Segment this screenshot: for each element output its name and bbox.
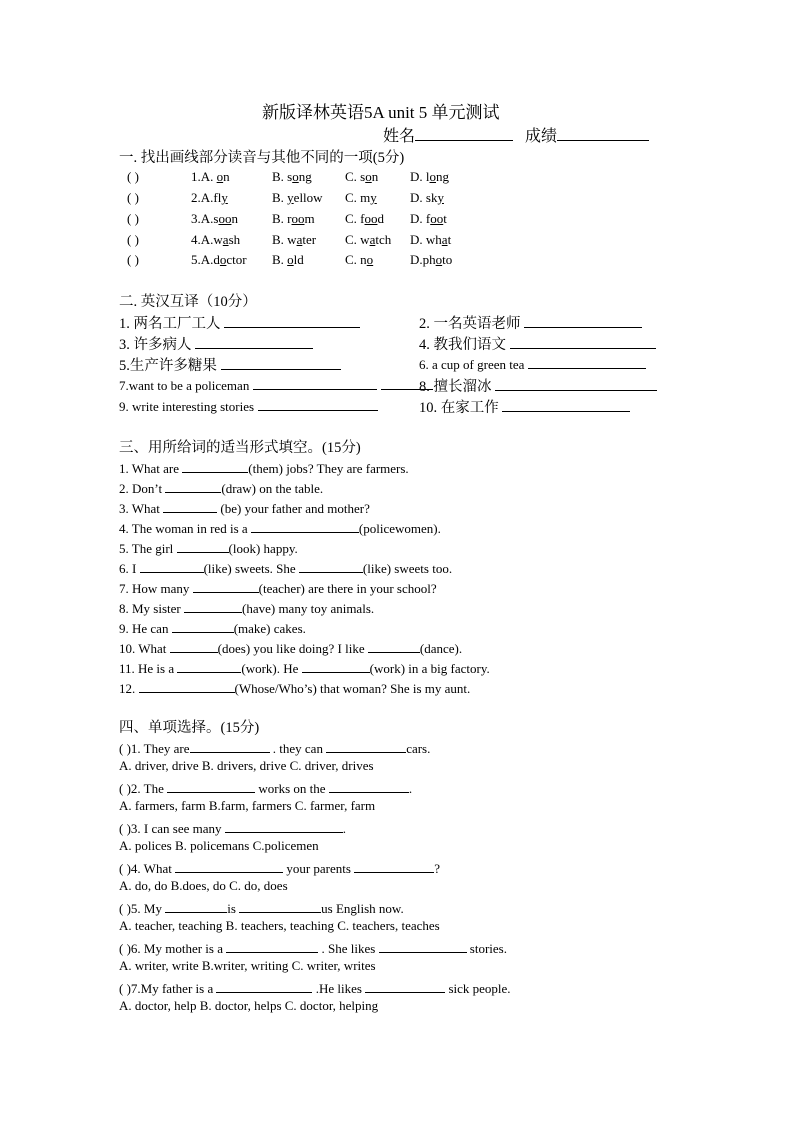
- underlined-letters: o: [435, 252, 443, 267]
- answer-blank[interactable]: [365, 978, 445, 993]
- name-label: 姓名: [383, 128, 416, 145]
- answer-blank[interactable]: [258, 396, 378, 411]
- item-text: (be) your father and mother?: [217, 501, 370, 516]
- option-a: [191, 211, 238, 227]
- fill-item: [119, 598, 374, 617]
- answer-blank[interactable]: [379, 938, 467, 953]
- fill-item: [119, 518, 441, 537]
- page-title: 新版译林英语5A unit 5 单元测试: [262, 103, 500, 122]
- option-prefix: B. w: [272, 232, 297, 247]
- option-a: [191, 252, 247, 268]
- answer-paren[interactable]: ( ): [127, 232, 139, 247]
- section1-heading: 一. 找出画线部分读音与其他不同的一项(5分): [119, 150, 405, 166]
- option-suffix: ellow: [293, 190, 323, 205]
- item-text: ( )3. I can see many: [119, 821, 225, 836]
- answer-paren[interactable]: ( ): [127, 190, 139, 205]
- option-b: [272, 211, 315, 227]
- item-text: 9. He can: [119, 621, 172, 636]
- answer-blank[interactable]: [251, 518, 359, 533]
- item-text: A. polices B. policemans C.policemen: [119, 838, 319, 853]
- fill-item: [119, 458, 409, 477]
- prompt-text: 5.生产许多糖果: [119, 358, 217, 374]
- answer-blank[interactable]: [139, 678, 235, 693]
- item-text: works on the: [255, 781, 329, 796]
- fill-item: [119, 638, 462, 657]
- answer-blank[interactable]: [165, 478, 221, 493]
- prompt-text: 8. 擅长溜冰: [419, 379, 492, 395]
- item-text: (like) sweets too.: [362, 561, 453, 576]
- score-blank[interactable]: [557, 126, 649, 141]
- answer-blank[interactable]: [524, 313, 642, 328]
- option-suffix: n: [371, 169, 379, 184]
- fill-item: [119, 678, 470, 697]
- answer-blank[interactable]: [225, 818, 343, 833]
- option-a: [191, 232, 240, 248]
- item-text: (does) you like doing? I like: [217, 641, 368, 656]
- translation-item-right: [419, 375, 657, 396]
- prompt-text: 7.want to be a policeman: [119, 378, 250, 393]
- fill-item: [119, 658, 490, 677]
- answer-blank[interactable]: [175, 858, 283, 873]
- item-text: (Whose/Who’s) that woman? She is my aunt.: [234, 681, 471, 696]
- answer-blank[interactable]: [140, 558, 204, 573]
- item-text: . they can: [269, 741, 327, 756]
- option-b: [272, 252, 304, 268]
- option-suffix: n: [231, 211, 238, 226]
- answer-blank[interactable]: [190, 738, 270, 753]
- item-text: ( )6. My mother is a: [119, 941, 227, 956]
- item-text: ( )4. What: [119, 861, 176, 876]
- fill-item: [119, 578, 437, 597]
- item-text: A. doctor, help B. doctor, helps C. doctor, helping: [119, 998, 379, 1013]
- answer-blank[interactable]: [184, 598, 242, 613]
- option-prefix: B.: [272, 190, 288, 205]
- underlined-letters: a: [296, 232, 303, 247]
- item-text: .: [342, 821, 347, 836]
- answer-blank[interactable]: [368, 638, 420, 653]
- answer-blank[interactable]: [177, 658, 241, 673]
- translation-item-left: [119, 354, 341, 375]
- question-line: [119, 978, 511, 997]
- item-text: ( )5. My: [119, 901, 166, 916]
- prompt-text: 3. 许多病人: [119, 337, 192, 353]
- option-suffix: t: [443, 211, 447, 226]
- answer-blank[interactable]: [302, 658, 370, 673]
- option-prefix: D. f: [410, 211, 431, 226]
- answer-blank[interactable]: [326, 738, 406, 753]
- answer-blank[interactable]: [172, 618, 234, 633]
- option-suffix: ter: [302, 232, 317, 247]
- option-suffix: t: [447, 232, 452, 247]
- name-blank[interactable]: [415, 126, 513, 141]
- item-text: 4. The woman in red is a: [119, 521, 251, 536]
- option-prefix: B. r: [272, 211, 292, 226]
- answer-blank[interactable]: [528, 354, 646, 369]
- underlined-letters: y: [437, 190, 444, 205]
- prompt-text: 1. 两名工厂工人: [119, 316, 221, 332]
- choices-line: [119, 878, 288, 894]
- fill-item: [119, 478, 323, 497]
- translation-item-left: [119, 396, 378, 416]
- underlined-letters: o: [365, 169, 372, 184]
- option-suffix: sh: [228, 232, 241, 247]
- item-text: is: [227, 901, 240, 916]
- translation-item-left: [119, 312, 360, 333]
- option-a: [191, 169, 230, 185]
- option-d: [410, 211, 447, 227]
- score-label: 成绩: [525, 128, 558, 145]
- underlined-letters: o: [429, 169, 436, 184]
- option-d: [410, 252, 452, 268]
- underlined-letters: oo: [291, 211, 305, 226]
- item-text: (teacher) are there in your school?: [258, 581, 437, 596]
- option-d: [410, 169, 449, 185]
- underlined-letters: a: [369, 232, 376, 247]
- fill-item: [119, 558, 452, 577]
- answer-blank[interactable]: [502, 397, 630, 412]
- option-suffix: ng: [298, 169, 312, 184]
- option-prefix: 3.A.s: [191, 211, 219, 226]
- choices-line: [119, 918, 440, 934]
- answer-paren[interactable]: ( ): [127, 169, 139, 184]
- option-suffix: ctor: [226, 252, 247, 267]
- option-prefix: 5.A.d: [191, 252, 220, 267]
- item-text: 5. The girl: [119, 541, 177, 556]
- item-text: your parents: [283, 861, 355, 876]
- item-text: . She likes: [318, 941, 379, 956]
- section3-heading: 三、用所给词的适当形式填空。(15分): [119, 440, 361, 456]
- question-line: [119, 818, 346, 837]
- option-prefix: B.: [272, 252, 288, 267]
- underlined-letters: y: [221, 190, 228, 205]
- option-prefix: D. l: [410, 169, 430, 184]
- option-c: [345, 169, 378, 185]
- translation-item-right: [419, 396, 630, 417]
- item-text: us English now.: [321, 901, 404, 916]
- choices-line: [119, 998, 378, 1014]
- option-suffix: n: [223, 169, 230, 184]
- prompt-text: 2. 一名英语老师: [419, 316, 521, 332]
- item-text: cars.: [406, 741, 431, 756]
- item-text: (like) sweets. She: [203, 561, 299, 576]
- underlined-letters: o: [292, 169, 299, 184]
- item-text: A. driver, drive B. drivers, drive C. driver, drives: [119, 758, 374, 773]
- fill-item: [119, 538, 298, 557]
- answer-blank[interactable]: [253, 375, 377, 390]
- underlined-letters: y: [370, 190, 377, 205]
- question-line: [119, 938, 507, 957]
- item-text: 10. What: [119, 641, 170, 656]
- answer-blank[interactable]: [216, 978, 312, 993]
- item-text: .: [408, 781, 413, 796]
- option-prefix: 1.A.: [191, 169, 217, 184]
- underlined-letters: o: [366, 252, 374, 267]
- option-suffix: ng: [436, 169, 449, 184]
- item-text: ( )1. They are: [119, 741, 190, 756]
- item-text: stories.: [466, 941, 507, 956]
- item-text: (work) in a big factory.: [369, 661, 490, 676]
- underlined-letters: o: [219, 252, 227, 267]
- item-text: A. writer, write B.writer, writing C. writer, writes: [119, 958, 376, 973]
- item-text: .He likes: [312, 981, 366, 996]
- item-text: A. teacher, teaching B. teachers, teaching C. teachers, teaches: [119, 918, 440, 933]
- item-text: (look) happy.: [228, 541, 298, 556]
- underlined-letters: a: [222, 232, 229, 247]
- item-text: (draw) on the table.: [221, 481, 324, 496]
- answer-blank[interactable]: [239, 898, 321, 913]
- item-text: (policewomen).: [358, 521, 441, 536]
- option-b: [272, 232, 316, 248]
- underlined-letters: oo: [218, 211, 232, 226]
- answer-blank[interactable]: [167, 778, 255, 793]
- section2-heading: 二. 英汉互译（10分）: [119, 294, 257, 310]
- choices-line: [119, 958, 376, 974]
- prompt-text: 9. write interesting stories: [119, 399, 255, 414]
- item-text: (dance).: [419, 641, 463, 656]
- underlined-letters: y: [287, 190, 294, 205]
- underlined-letters: oo: [430, 211, 444, 226]
- question-line: [119, 778, 412, 797]
- translation-item-right: [419, 354, 646, 374]
- item-text: (have) many toy animals.: [242, 601, 375, 616]
- option-suffix: d: [377, 211, 384, 226]
- option-c: [345, 232, 391, 248]
- option-c: [345, 190, 377, 206]
- option-d: [410, 190, 444, 206]
- item-text: (them) jobs? They are farmers.: [248, 461, 409, 476]
- item-text: sick people.: [445, 981, 511, 996]
- answer-blank[interactable]: [226, 938, 318, 953]
- answer-blank[interactable]: [329, 778, 409, 793]
- answer-blank[interactable]: [495, 376, 657, 391]
- translation-item-right: [419, 312, 642, 333]
- name-score-row: [383, 123, 649, 146]
- underlined-letters: a: [441, 232, 448, 247]
- answer-paren[interactable]: ( ): [127, 252, 139, 267]
- underlined-letters: o: [216, 169, 224, 184]
- option-a: [191, 190, 228, 206]
- option-prefix: 4.A.w: [191, 232, 223, 247]
- choices-line: [119, 798, 375, 814]
- option-prefix: C. w: [345, 232, 370, 247]
- answer-blank[interactable]: [182, 458, 248, 473]
- prompt-text: 10. 在家工作: [419, 400, 499, 416]
- underlined-letters: o: [287, 252, 294, 267]
- answer-paren[interactable]: ( ): [127, 211, 139, 226]
- choices-line: [119, 758, 374, 774]
- option-d: [410, 232, 451, 248]
- item-text: 1. What are: [119, 461, 183, 476]
- item-text: A. do, do B.does, do C. do, does: [119, 878, 288, 893]
- item-text: (work). He: [241, 661, 302, 676]
- answer-blank[interactable]: [163, 498, 217, 513]
- question-line: [119, 858, 440, 877]
- answer-blank[interactable]: [177, 538, 229, 553]
- question-line: [119, 898, 404, 917]
- item-text: 12.: [119, 681, 139, 696]
- item-text: (make) cakes.: [233, 621, 306, 636]
- item-text: 11. He is a: [119, 661, 178, 676]
- underlined-letters: oo: [364, 211, 378, 226]
- option-c: [345, 252, 373, 268]
- option-prefix: C. m: [345, 190, 371, 205]
- answer-blank[interactable]: [170, 638, 218, 653]
- answer-blank[interactable]: [193, 578, 259, 593]
- option-prefix: D. sk: [410, 190, 438, 205]
- item-text: 7. How many: [119, 581, 193, 596]
- answer-blank[interactable]: [354, 858, 434, 873]
- option-prefix: C. s: [345, 169, 366, 184]
- option-b: [272, 169, 312, 185]
- item-text: ?: [434, 861, 440, 876]
- answer-blank[interactable]: [510, 334, 656, 349]
- item-text: A. farmers, farm B.farm, farmers C. farmer, farm: [119, 798, 376, 813]
- item-text: 2. Don’t: [119, 481, 166, 496]
- item-text: 6. I: [119, 561, 140, 576]
- item-text: 8. My sister: [119, 601, 184, 616]
- option-prefix: D. wh: [410, 232, 442, 247]
- item-text: ( )2. The: [119, 781, 168, 796]
- answer-blank[interactable]: [195, 334, 313, 349]
- answer-blank[interactable]: [165, 898, 227, 913]
- option-prefix: 2.A.fl: [191, 190, 222, 205]
- choices-line: [119, 838, 319, 854]
- option-prefix: B. s: [272, 169, 293, 184]
- section4-heading: 四、单项选择。(15分): [119, 720, 260, 736]
- option-prefix: D.ph: [410, 252, 436, 267]
- option-suffix: m: [304, 211, 315, 226]
- fill-item: [119, 618, 306, 637]
- prompt-text: 6. a cup of green tea: [419, 357, 525, 372]
- option-prefix: C. f: [345, 211, 365, 226]
- fill-item: [119, 498, 370, 517]
- option-suffix: ld: [293, 252, 304, 267]
- option-prefix: C. n: [345, 252, 367, 267]
- translation-item-left: [119, 333, 313, 354]
- translation-item-left: [119, 375, 433, 395]
- item-text: 3. What: [119, 501, 164, 516]
- option-b: [272, 190, 323, 206]
- option-c: [345, 211, 384, 227]
- option-suffix: to: [442, 252, 453, 267]
- option-suffix: tch: [375, 232, 392, 247]
- prompt-text: 4. 教我们语文: [419, 337, 506, 353]
- item-text: ( )7.My father is a: [119, 981, 217, 996]
- question-line: [119, 738, 430, 757]
- translation-item-right: [419, 333, 656, 354]
- answer-blank[interactable]: [299, 558, 363, 573]
- answer-blank[interactable]: [221, 355, 341, 370]
- answer-blank[interactable]: [224, 313, 360, 328]
